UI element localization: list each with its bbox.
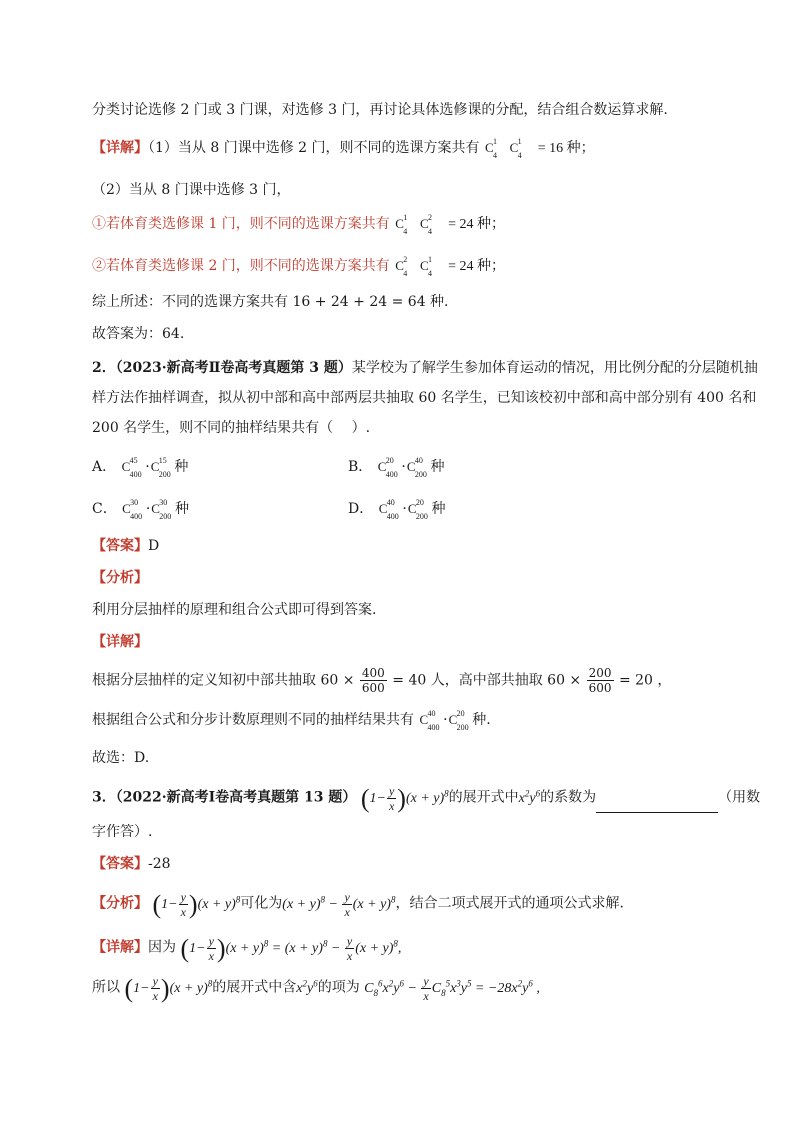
- option-d-comb-1: C 40 400: [378, 498, 399, 521]
- q3-analysis-line: 【分析】 (1− $\frac{y}{x}$ )$(x + y)^8$可化为$(x + y)^8$ − $\frac{y}{x}$ $(x + y)^8$，结合二项式展开式的通项公式求解.: [92, 889, 624, 919]
- option-d-comb-2: C 20 200: [407, 498, 428, 521]
- q2-option-b[interactable]: B． C 20 400 ·C 40 200 种: [348, 456, 445, 479]
- fraction-400-600: $\frac{400}{600}$: [361, 666, 385, 695]
- comb-c-4-1-b: C 1 4: [509, 137, 522, 160]
- q3-stem-line-2: 字作答）.: [92, 824, 153, 840]
- q2-source: （2023·新高考Ⅱ卷高考真题第 3 题）: [115, 360, 352, 376]
- q1-case1-text: （1）当从 8 门课中选修 2 门，则不同的选课方案共有: [148, 140, 480, 156]
- q1-answer: 故答案为：64.: [92, 326, 185, 342]
- option-b-comb-1: C 20 400: [377, 456, 398, 479]
- q1-sub1-result: = 24 种；: [448, 217, 505, 232]
- q3-detail-line-2: 所以 (1− $\frac{y}{x}$ )$(x + y)^8$的展开式中含$x^2y^6$的项为 $C_8^6x^2y^6$ − $\frac{y}{x}$ $C_8^5x^3y^5 = -28x^2y^6$ ,: [92, 973, 540, 1003]
- option-a-comb-1: C 45 400: [121, 456, 142, 479]
- q2-analysis: 利用分层抽样的原理和组合公式即可得到答案.: [92, 602, 377, 618]
- fraction-200-600: $\frac{200}{600}$: [588, 666, 612, 695]
- q2-answer-line: [92, 536, 159, 556]
- q3-number: 3．: [92, 789, 116, 806]
- q1-summary: 综上所述：不同的选课方案共有 16 + 24 + 24 = 64 种.: [92, 294, 449, 310]
- q2-detail-line-2: 根据组合公式和分步计数原理则不同的抽样结果共有 C 40 400 ·C 20 200 种.: [92, 709, 491, 732]
- comb-c-4-1-d: C 1 4: [419, 255, 432, 278]
- analysis-label: 【分析】: [92, 570, 148, 586]
- comb-c-4-2-b: C 2 4: [395, 255, 408, 278]
- option-b-comb-2: C 40 200: [406, 456, 427, 479]
- detail-label: 【详解】: [92, 140, 148, 156]
- q3-source: （2022·新高考Ⅰ卷高考真题第 13 题）: [115, 789, 357, 806]
- q1-case1-result: = 16 种；: [537, 141, 595, 156]
- comb-c-4-2: C 2 4: [419, 213, 432, 236]
- q2-option-c[interactable]: C． C 30 400 ·C 30 200 种: [92, 498, 189, 521]
- comb-c-4-1-c: C 1 4: [395, 213, 408, 236]
- q1-case2-text: （2）当从 8 门课中选修 3 门，: [92, 182, 291, 198]
- q2-option-d[interactable]: D． C 40 400 ·C 20 200 种: [348, 498, 446, 521]
- intro-text: 分类讨论选修 2 门或 3 门课，对选修 3 门，再讨论具体选修课的分配，结合组合数运算求解.: [92, 102, 668, 118]
- comb-c-4-1: C 1 4: [484, 137, 497, 160]
- q2-stem-1: 某学校为了解学生参加体育运动的情况，用比例分配的分层随机抽: [351, 360, 758, 376]
- q3-detail-line-1: 【详解】因为 (1− $\frac{y}{x}$ )$(x + y)^8 = (x + y)^8$ − $\frac{y}{x}$ $(x + y)^8$,: [92, 933, 402, 963]
- q1-case1-line: [92, 138, 595, 159]
- expr-1-minus-y-over-x: (1− $\frac{y}{x}$ )$(x + y)^8$: [360, 783, 449, 813]
- q2-option-a[interactable]: A． C 45 400 ·C 15 200 种: [92, 456, 189, 479]
- q2-number: 2．: [92, 360, 116, 376]
- q2-choose: 故选：D.: [92, 750, 150, 766]
- q3-answer-line: 【答案】-28: [92, 856, 171, 872]
- q1-sub2-result: = 24 种；: [448, 259, 505, 274]
- q2-stem-line-1: [92, 358, 758, 378]
- q2-answer: D: [148, 538, 160, 554]
- q1-sub1-line: [92, 214, 505, 235]
- option-a-comb-2: C 15 200: [150, 456, 171, 479]
- answer-label: 【答案】: [92, 538, 148, 554]
- comb-c-200-20: C 20 200: [448, 709, 469, 732]
- q3-answer: -28: [148, 856, 171, 872]
- q1-sub2-text: ②若体育类选修课 2 门，则不同的选课方案共有: [92, 258, 390, 274]
- answer-blank[interactable]: [596, 798, 718, 813]
- option-c-comb-2: C 30 200: [151, 498, 172, 521]
- comb-c-400-40: C 40 400: [419, 709, 440, 732]
- q1-sub1-text: ①若体育类选修课 1 门，则不同的选课方案共有: [92, 216, 390, 232]
- q2-stem-line-3: 200 名学生，则不同的抽样结果共有（ ）.: [92, 420, 371, 436]
- detail-label-2: 【详解】: [92, 634, 148, 650]
- q2-stem-line-2: 样方法作抽样调查，拟从初中部和高中部两层共抽取 60 名学生，已知该校初中部和高中部分别有 400 名和: [92, 390, 757, 406]
- q3-stem-line-1: 3．（2022·新高考Ⅰ卷高考真题第 13 题） (1− $\frac{y}{x}$ )$(x + y)^8$的展开式中$x^2y^6$的系数为 （用数: [92, 783, 761, 813]
- q2-detail-line-1: 根据分层抽样的定义知初中部共抽取 60 × $\frac{400}{600}$ = 40 人，高中部共抽取 60 × $\frac{200}{600}$ = 20 ，: [92, 666, 672, 695]
- option-c-comb-1: C 30 400: [122, 498, 143, 521]
- q1-sub2-line: [92, 256, 505, 277]
- term-x2y6: $x^2y^6$: [518, 788, 541, 806]
